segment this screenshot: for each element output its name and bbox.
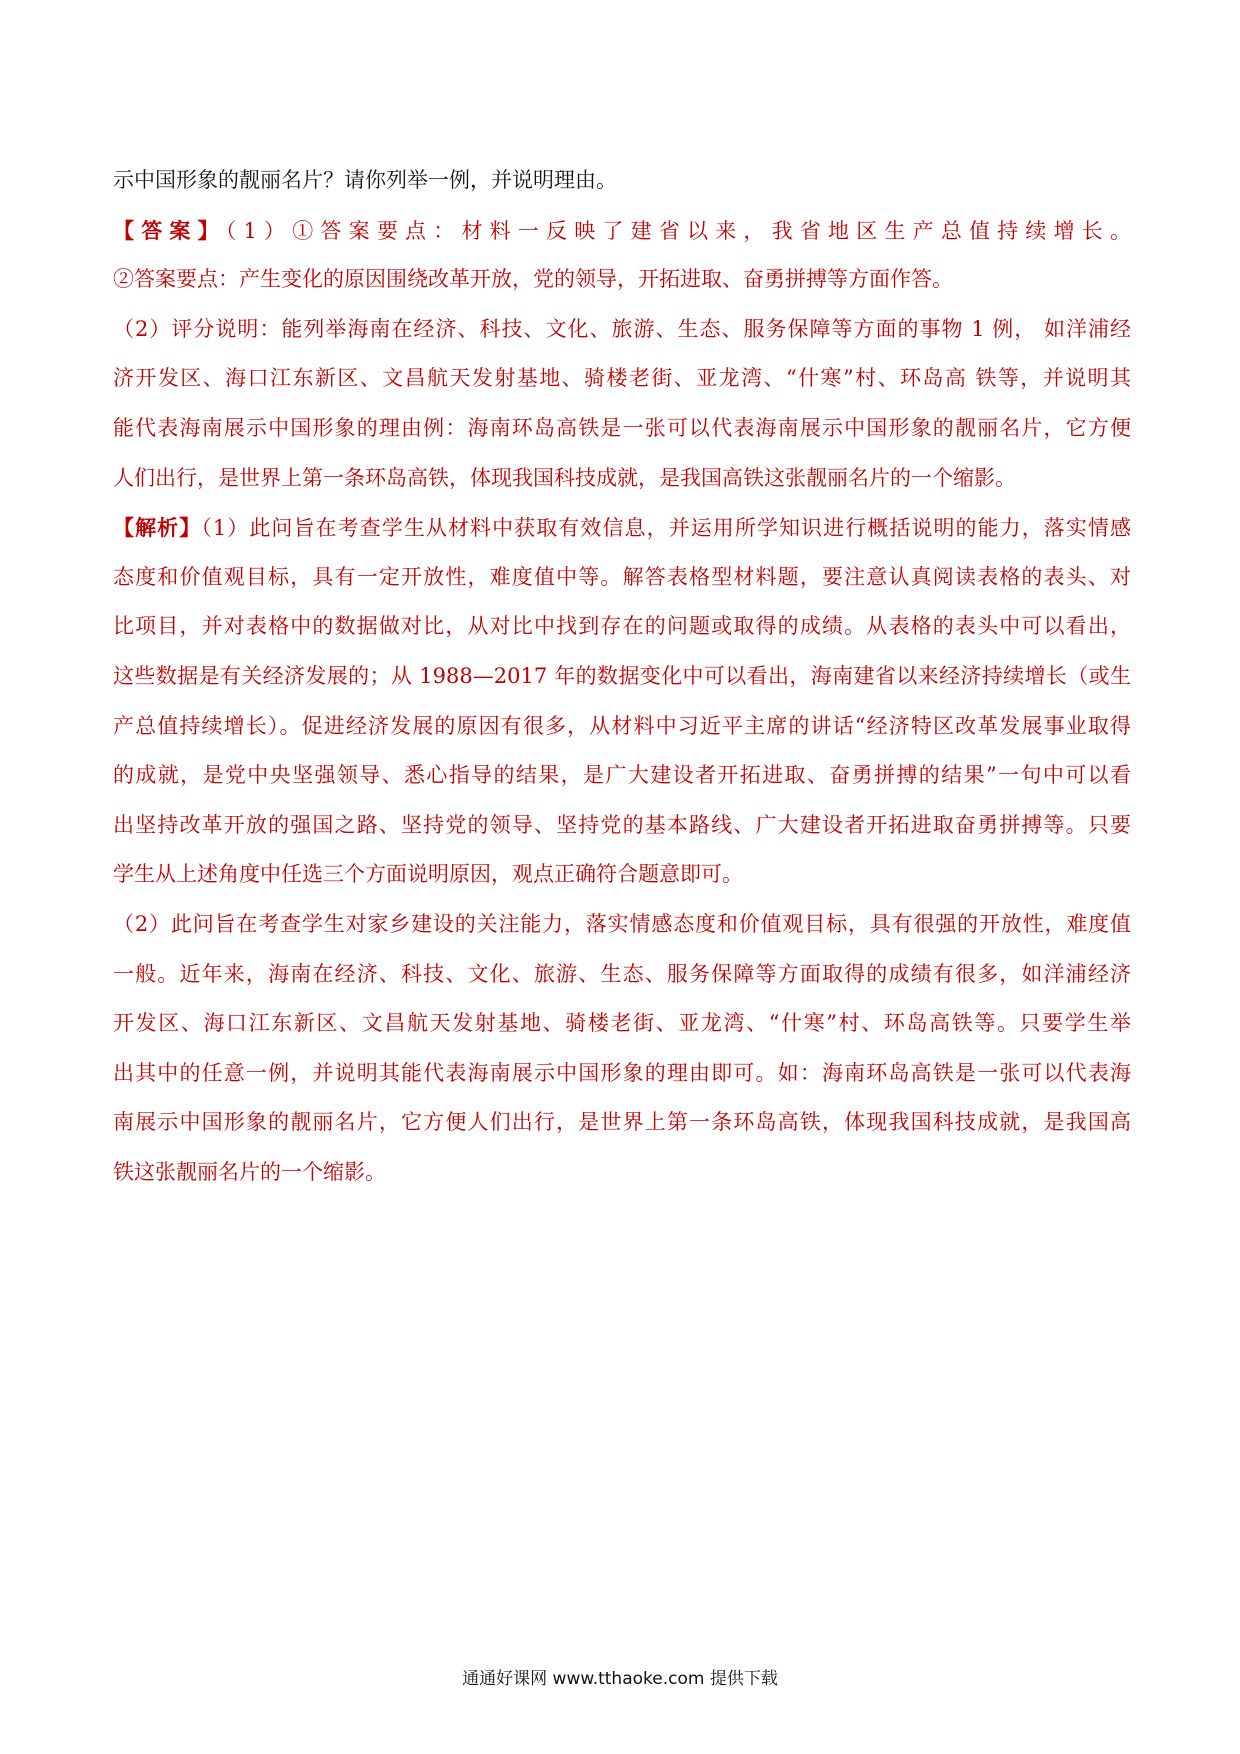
analysis-line-13: 南展示中国形象的靓丽名片，它方便人们出行，是世界上第一条环岛高铁，体现我国科技成就，是我国高: [113, 1110, 1131, 1135]
answer-label: 【答案】: [113, 217, 226, 243]
analysis-line-11: 开发区、海口江东新区、文昌航天发射基地、骑楼老街、亚龙湾、“什寒”村、环岛高铁等。只要学生举: [113, 1011, 1131, 1036]
answer-line-4: 济开发区、海口江东新区、文昌航天发射基地、骑楼老街、亚龙湾、“什寒”村、环岛高 铁等，并说明其: [113, 366, 1131, 391]
analysis-line-1: [113, 503, 1131, 553]
analysis-line-5: 产总值持续增长）。促进经济发展的原因有很多，从材料中习近平主席的讲话“经济特区改革发展事业取得: [113, 713, 1131, 738]
question-tail: 示中国形象的靓丽名片？请你列举一例，并说明理由。: [113, 168, 617, 192]
analysis-line-3: 比项目，并对表格中的数据做对比，从对比中找到存在的问题或取得的成绩。从表格的表头中可以看出，: [113, 614, 1131, 639]
analysis-label: 【解析】: [113, 515, 202, 541]
analysis-line-14: 铁这张靓丽名片的一个缩影。: [113, 1159, 386, 1184]
answer-line-1: [113, 206, 1131, 256]
answer-line-2: ②答案要点：产生变化的原因围绕改革开放，党的领导，开拓进取、奋勇拼搏等方面作答。: [113, 267, 953, 292]
answer-text-1: （1）①答案要点：材料一反映了建省以来，我省地区生产总值持续增长。: [225, 218, 1131, 243]
analysis-line-10: 一般。近年来，海南在经济、科技、文化、旅游、生态、服务保障等方面取得的成绩有很多，如洋浦经济: [113, 961, 1131, 986]
page-footer: 通通好课网 www.tthaoke.com 提供下载: [462, 1669, 778, 1689]
analysis-line-4: 这些数据是有关经济发展的；从 1988—2017 年的数据变化中可以看出，海南建省以来经济持续增长（或生: [113, 663, 1131, 688]
answer-line-5: 能代表海南展示中国形象的理由例：海南环岛高铁是一张可以代表海南展示中国形象的靓丽名片，它方便: [113, 415, 1131, 440]
answer-line-6: 人们出行，是世界上第一条环岛高铁，体现我国科技成就，是我国高铁这张靓丽名片的一个缩影。: [113, 465, 1016, 490]
analysis-line-6: 的成就，是党中央坚强领导、悉心指导的结果，是广大建设者开拓进取、奋勇拼搏的结果”一句中可以看: [113, 763, 1131, 788]
analysis-line-12: 出其中的任意一例，并说明其能代表海南展示中国形象的理由即可。如：海南环岛高铁是一张可以代表海: [113, 1060, 1131, 1085]
document-body: [113, 156, 1131, 1197]
analysis-line-2: 态度和价值观目标，具有一定开放性，难度值中等。解答表格型材料题，要注意认真阅读表格的表头、对: [113, 564, 1131, 589]
analysis-text-1: （1）此问旨在考查学生从材料中获取有效信息，并运用所学知识进行概括说明的能力，落实情感: [201, 516, 1131, 541]
analysis-line-8: 学生从上述角度中任选三个方面说明原因，观点正确符合题意即可。: [113, 862, 743, 887]
analysis-line-9: （2）此问旨在考查学生对家乡建设的关注能力，落实情感态度和价值观目标，具有很强的开放性，难度值: [113, 911, 1131, 936]
answer-line-3: （2）评分说明：能列举海南在经济、科技、文化、旅游、生态、服务保障等方面的事物 1 例， 如洋浦经: [113, 316, 1131, 341]
analysis-line-7: 出坚持改革开放的强国之路、坚持党的领导、坚持党的基本路线、广大建设者开拓进取奋勇拼搏等。只要: [113, 812, 1131, 837]
